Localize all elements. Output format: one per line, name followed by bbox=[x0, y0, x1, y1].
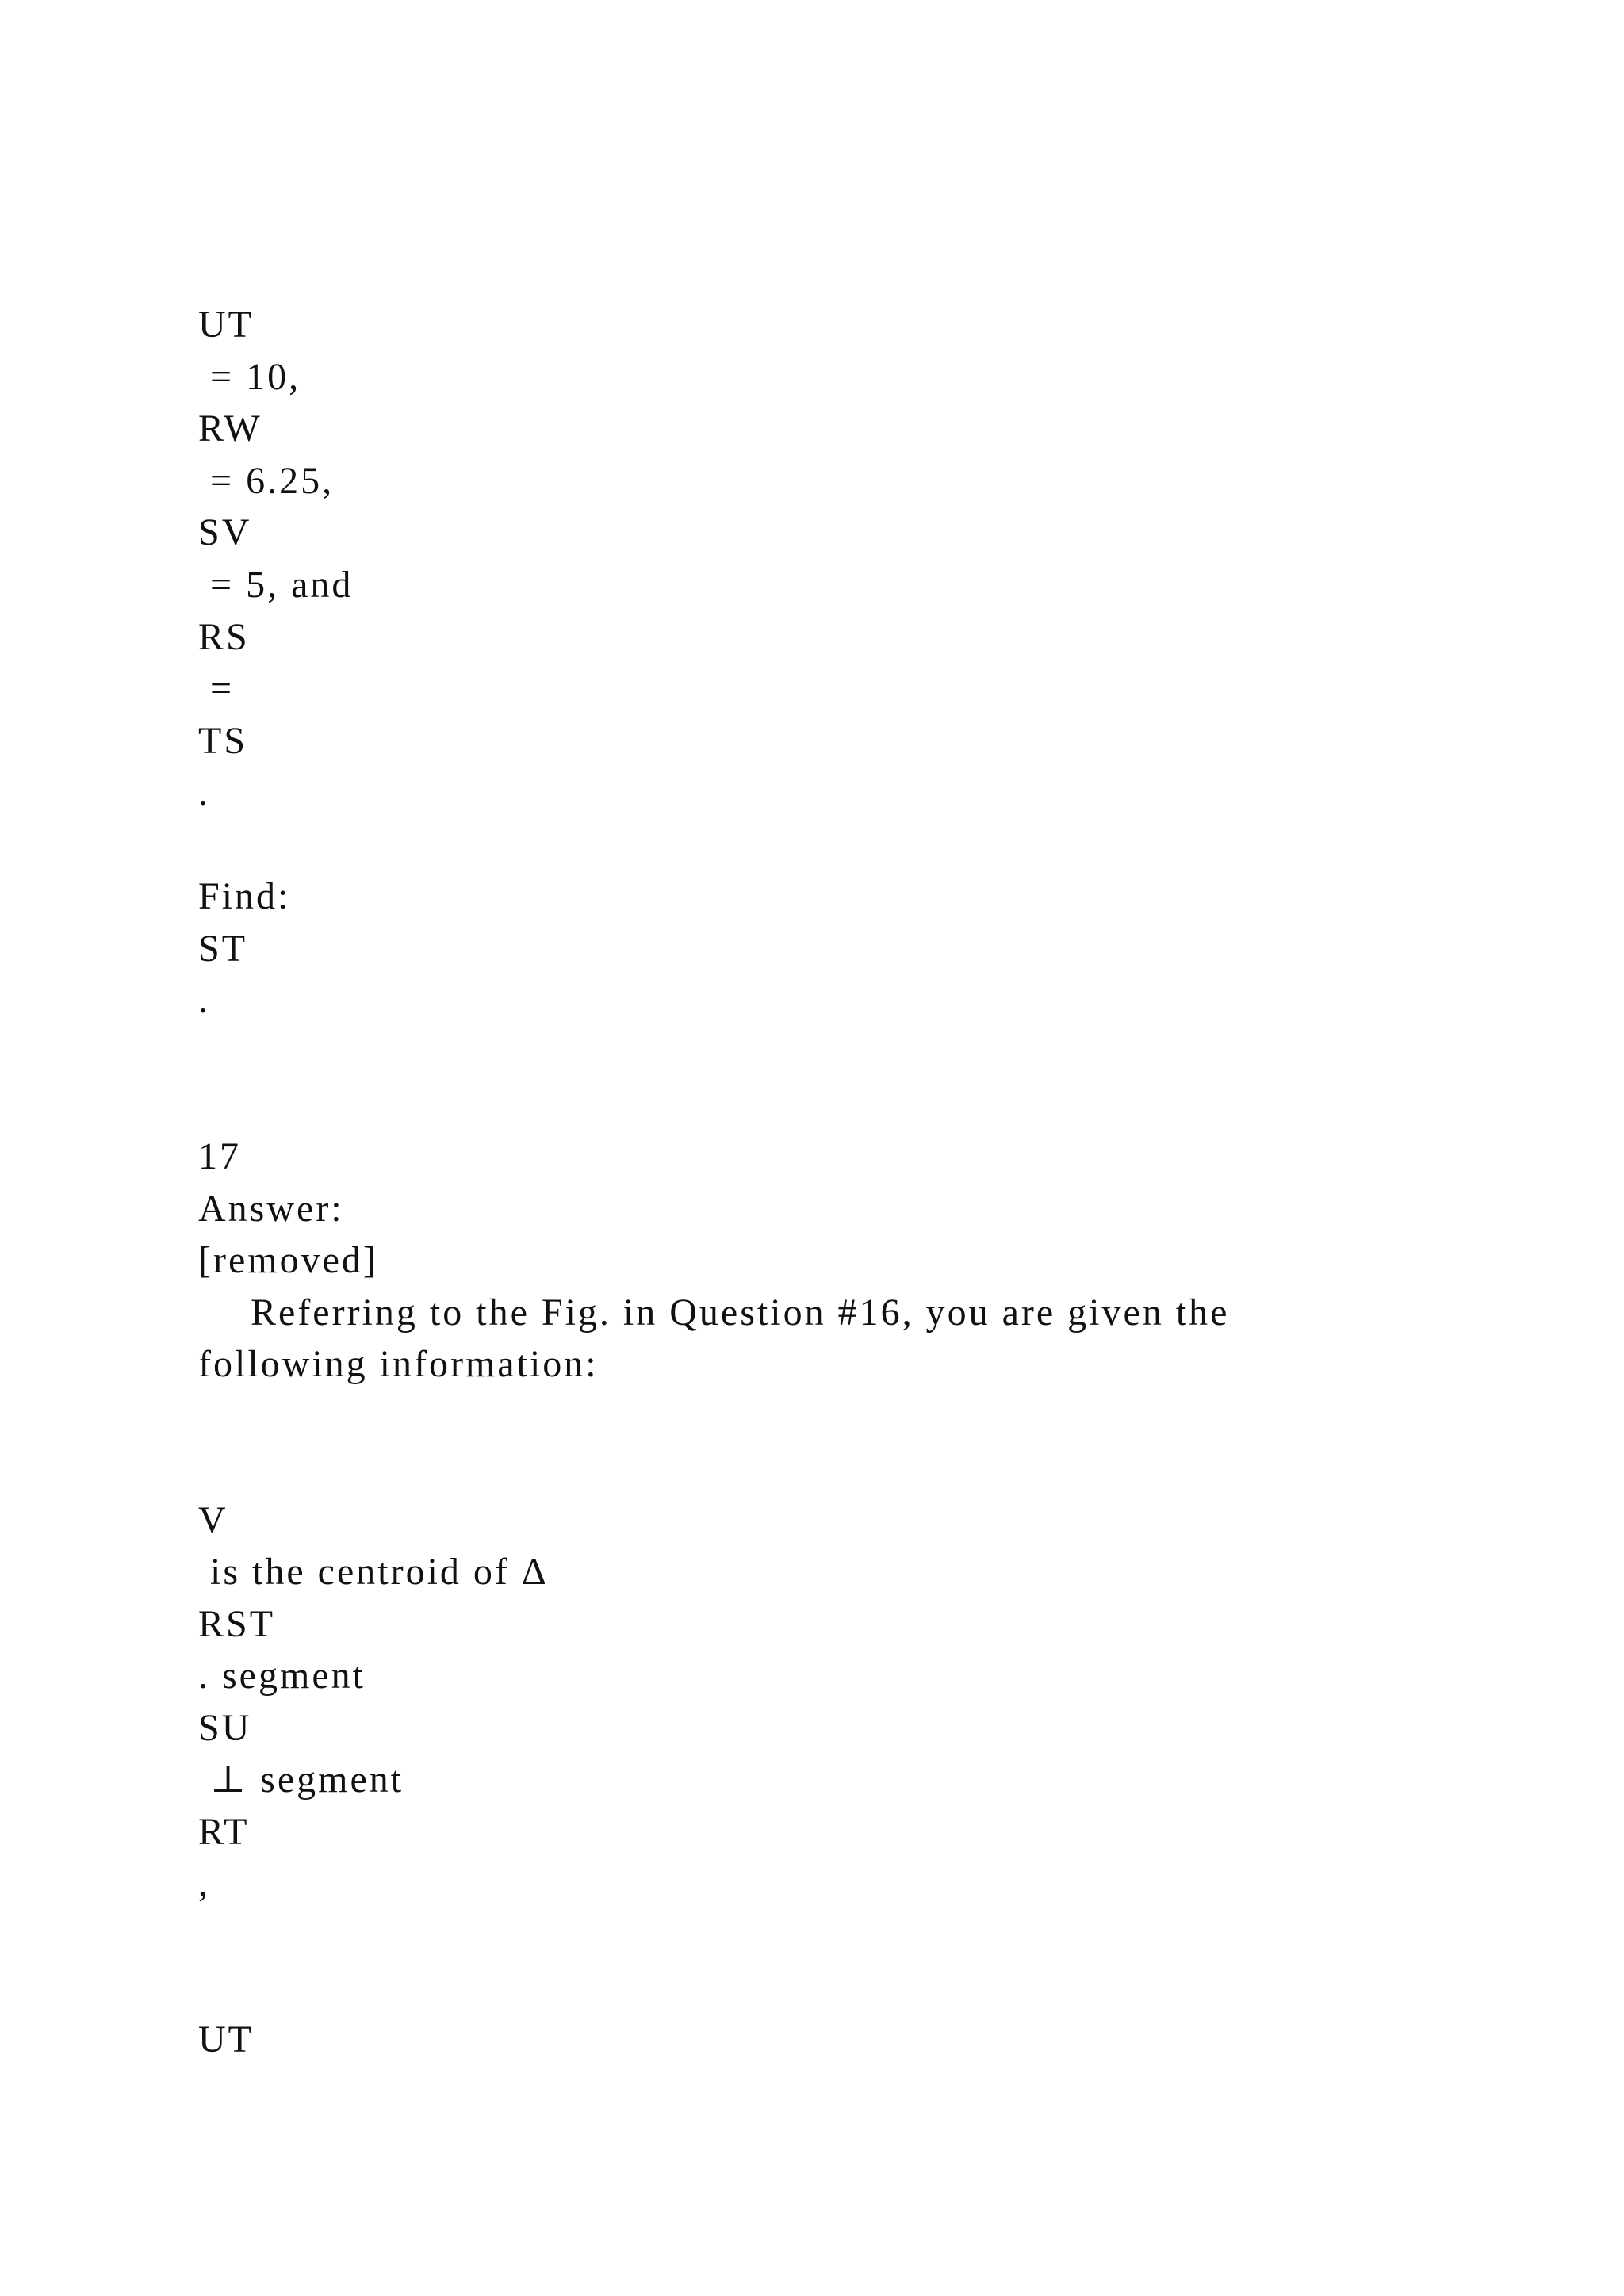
text-line: ST bbox=[198, 928, 248, 970]
text-line: Find: bbox=[198, 875, 291, 917]
text-line: , bbox=[198, 1862, 210, 1904]
text-line: RT bbox=[198, 1811, 250, 1853]
text-line: . segment bbox=[198, 1655, 366, 1697]
text-line: is the centroid of Δ bbox=[198, 1551, 549, 1593]
text-line: = 5, and bbox=[198, 564, 354, 606]
text-line: TS bbox=[198, 720, 248, 762]
text-line: RST bbox=[198, 1603, 276, 1645]
text-line: UT bbox=[198, 304, 254, 346]
text-line: SV bbox=[198, 511, 252, 553]
question-text: Referring to the Fig. in Question #16, you are given the bbox=[251, 1292, 1230, 1334]
text-line: SU bbox=[198, 1707, 252, 1749]
question-number: 17 bbox=[198, 1135, 241, 1177]
answer-value: [removed] bbox=[198, 1239, 378, 1281]
answer-label: Answer: bbox=[198, 1188, 344, 1230]
text-line: . bbox=[198, 771, 210, 813]
text-line: = 10, bbox=[198, 356, 301, 398]
text-line: = bbox=[198, 668, 247, 710]
text-line: UT bbox=[198, 2019, 254, 2061]
text-line: RW bbox=[198, 408, 262, 450]
text-line: V bbox=[198, 1499, 228, 1541]
question-text: following information: bbox=[198, 1343, 599, 1385]
text-line: ⊥ segment bbox=[198, 1758, 404, 1800]
text-line: RS bbox=[198, 616, 250, 658]
text-line: . bbox=[198, 979, 210, 1021]
text-line: = 6.25, bbox=[198, 460, 335, 502]
